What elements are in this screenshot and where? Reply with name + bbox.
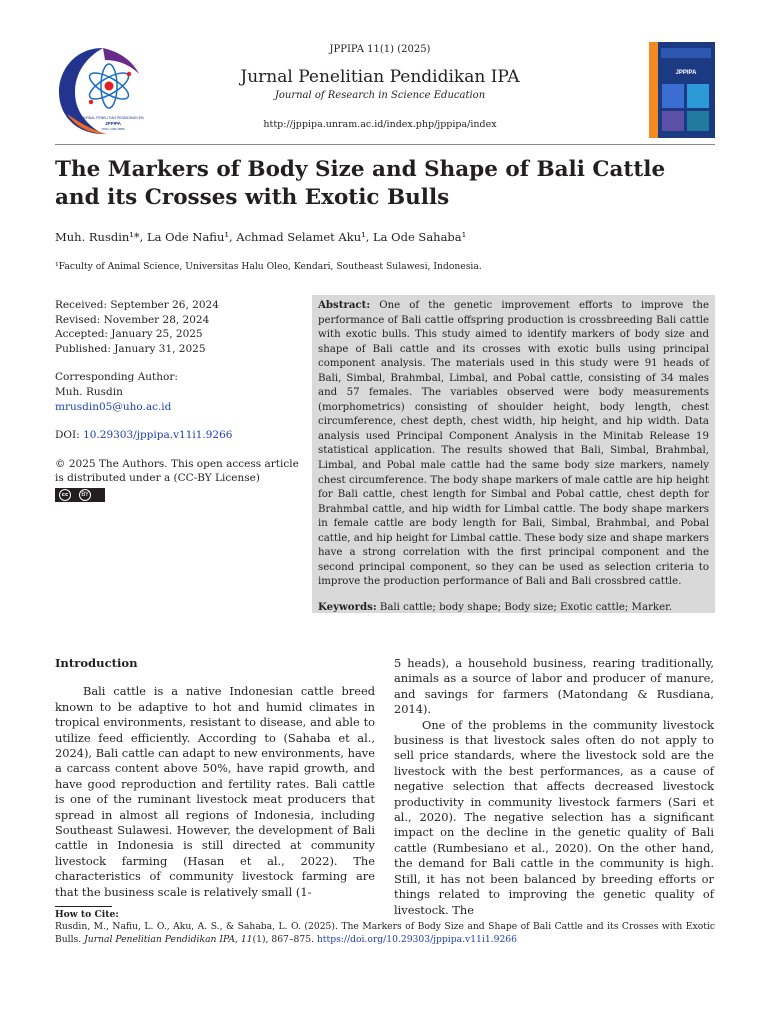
intro-paragraph-1-cont: 5 heads), a household business, rearing traditionally, animals as a source of labor and producer of manure, and savings for farmers (Matondang & Rusdiana, 2014). — [394, 656, 714, 717]
keywords-label: Keywords: — [318, 600, 377, 613]
cc-by-license-badge[interactable] — [55, 488, 105, 502]
cover-title: JPPIPA — [675, 70, 697, 76]
body-column-right — [394, 656, 714, 918]
logo-caption-3: ISSN: 2460-2585 — [101, 127, 125, 131]
email-link[interactable]: mrusdin05@uho.ac.id — [55, 400, 172, 413]
abstract-label: Abstract: — [318, 299, 371, 311]
abstract — [318, 298, 709, 590]
intro-paragraph-2: One of the problems in the community livestock business is that livestock sales often do not apply to sell price standards, where the livestock sold are the livestock with the best performances, as a cause of negative selection that affects decreased livestock productivity in community livestock farmers (Sari et al., 2020). The negative selection has a significant impact on the decline in the genetic quality of Bali cattle (Rumbesiano et al., 2020). On the other hand, the demand for Bali cattle in the community is high. Still, it has not been balanced by breeding efforts or things related to improving the genetic quality of livestock. The — [394, 717, 714, 917]
corresponding-label: Corresponding Author: — [55, 371, 178, 384]
abstract-box — [312, 295, 715, 613]
citation — [55, 921, 715, 946]
corresponding-name: Muh. Rusdin — [55, 385, 123, 398]
journal-header — [55, 42, 715, 142]
how-to-cite-label: How to Cite: — [55, 909, 119, 920]
license-text: © 2025 The Authors. This open access article is distributed under a (CC-BY License) — [55, 457, 299, 485]
journal-logo — [55, 44, 151, 136]
doi-label: DOI: — [55, 429, 80, 442]
keywords — [318, 601, 709, 613]
cc-icon: cc — [59, 489, 71, 501]
journal-cover-image — [649, 42, 715, 138]
article-title: The Markers of Body Size and Shape of Bali Cattle and its Crosses with Exotic Bulls — [55, 157, 666, 210]
keywords-text: Bali cattle; body shape; Body size; Exotic cattle; Marker. — [379, 601, 673, 613]
abstract-text: One of the genetic improvement efforts to improve the performance of Bali cattle offspring production is crossbreeding Bali cattle with exotic bulls. This study aimed to identify markers of body size and shape of Bali cattle and its crosses with exotic bulls using principal component analysis. The materials used in this study were 91 heads of Bali, Simbal, Brahmbal, Limbal, and Pobal cattle, consisting of 34 males and 57 females. The variables observed were body measurements (morphometrics) consisting of shoulder height, body length, chest circumference, chest depth, chest width, hip height, and hip width. Data analysis used Principal Component Analysis in the Minitab Release 19 statistical application. The results showed that Bali, Simbal, Brahmbal, Limbal, and Pobal male cattle had the same body size markers, namely chest circumference. The body shape markers of male cattle are hip height for Bali cattle, chest length for Simbal and Pobal cattle, chest depth for Brahmbal cattle, and hip width for Limbal cattle. The body shape markers in female cattle are body length for Bali, Simbal, Brahmbal, and Pobal cattle, and hip height for Limbal cattle. These body size and shape markers have a strong correlation with the first principal component and the second principal component, so they can be used as selection criteria to improve the production performance of Bali and Bali crossbred cattle. — [318, 300, 710, 588]
body-column-left — [55, 656, 375, 900]
journal-name: Jurnal Penelitian Pendidikan IPA — [240, 67, 520, 87]
by-icon: BY — [79, 489, 91, 501]
citation-doi-link[interactable]: https://doi.org/10.29303/jppipa.v11i1.9266 — [316, 933, 517, 945]
citation-text-2: (1), 867–875. — [252, 933, 314, 945]
received-date: Received: September 26, 2024 — [55, 299, 219, 311]
introduction-heading: Introduction — [55, 656, 138, 670]
citation-journal: Jurnal Penelitian Pendidikan IPA, 11 — [84, 933, 253, 945]
affiliation: ¹Faculty of Animal Science, Universitas Halu Oleo, Kendari, Southeast Sulawesi, Indonesia. — [55, 261, 482, 272]
article-meta — [55, 298, 300, 502]
footnote-divider — [55, 906, 112, 907]
journal-url[interactable]: http://jppipa.unram.ac.id/index.php/jppipa/index — [263, 119, 497, 130]
journal-meta — [165, 42, 595, 130]
doi-line — [55, 428, 300, 443]
citation-text-1: Rusdin, M., Nafiu, L. O., Aku, A. S., & Sahaba, L. O. (2025). The Markers of Body Size and Shape of Bali Cattle and its Crosses with Exotic Bulls. — [55, 921, 715, 945]
logo-caption-1: JURNAL PENELITIAN PENDIDIKAN IPA — [82, 116, 144, 120]
doi-link[interactable]: 10.29303/jppipa.v11i1.9266 — [83, 429, 233, 442]
logo-caption-2: JPPIPA — [105, 121, 121, 126]
revised-date: Revised: November 28, 2024 — [55, 313, 210, 326]
header-divider — [55, 144, 715, 145]
published-date: Published: January 31, 2025 — [55, 342, 206, 355]
journal-subtitle: Journal of Research in Science Education — [274, 90, 486, 101]
how-to-cite — [55, 909, 715, 946]
accepted-date: Accepted: January 25, 2025 — [55, 328, 203, 341]
author-list: Muh. Rusdin¹*, La Ode Nafiu¹, Achmad Selamet Aku¹, La Ode Sahaba¹ — [55, 230, 467, 244]
intro-paragraph-1: Bali cattle is a native Indonesian cattle breed known to be adaptive to hot and humid climates in tropical environments, resistant to disease, and able to utilize feed efficiently. According to (Sahaba et al., 2024), Bali cattle can adapt to new environments, have a carcass content above 50%, have rapid growth, and have good reproduction and fertility rates. Bali cattle is one of the ruminant livestock meat producers that spread in almost all regions of Indonesia, including Southeast Sulawesi. However, the development of Bali cattle in Indonesia is still directed at community livestock farming (Hasan et al., 2022). The characteristics of community livestock farming are that the business scale is relatively small (1- — [55, 684, 375, 899]
issue-label: JPPIPA 11(1) (2025) — [329, 44, 431, 55]
